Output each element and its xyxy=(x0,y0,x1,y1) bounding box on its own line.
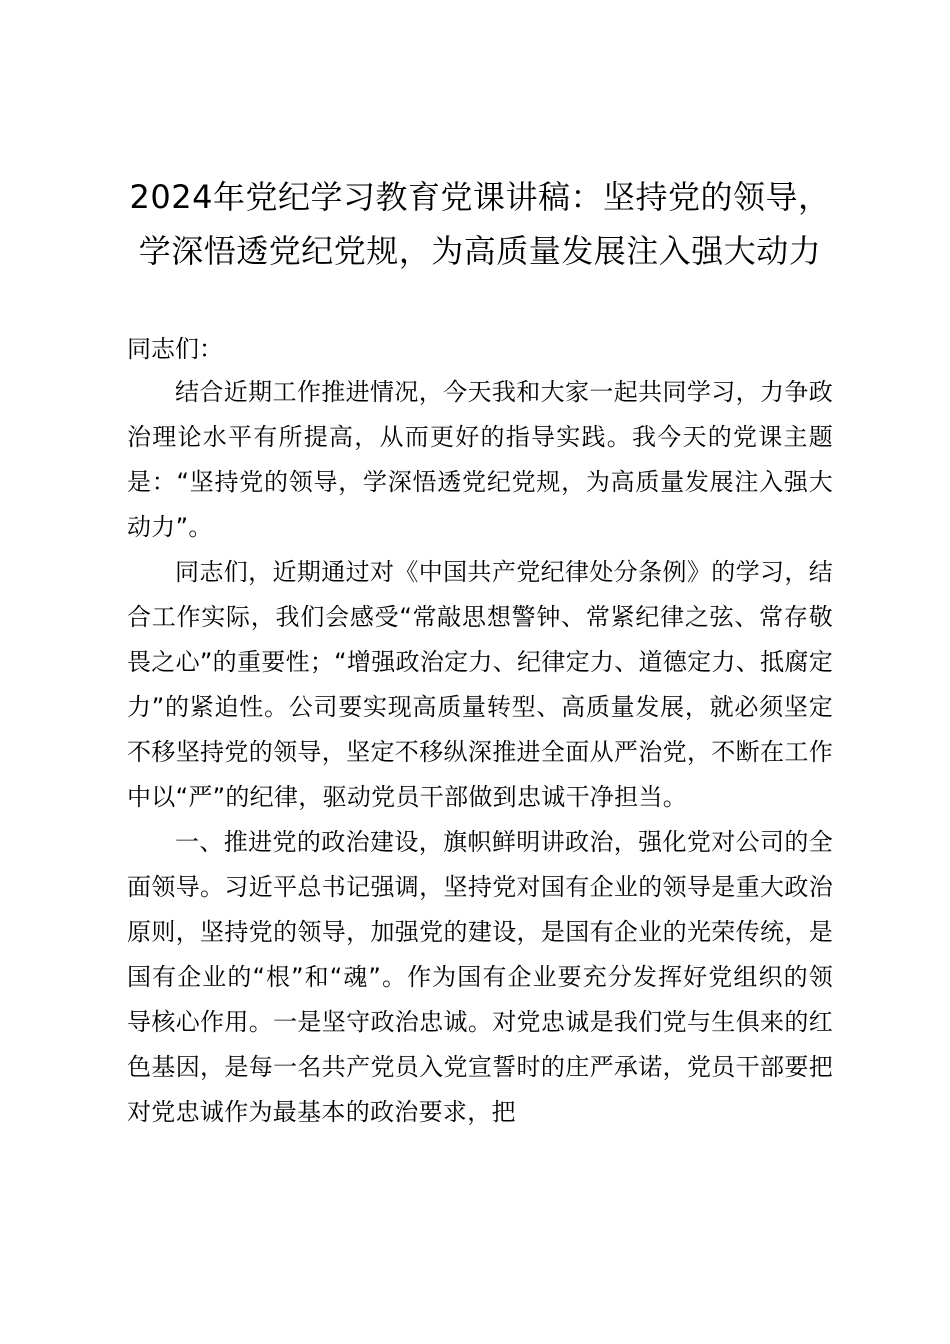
paragraph-political-construction: 一、推进党的政治建设，旗帜鲜明讲政治，强化党对公司的全面领导。习近平总书记强调，坚持党对国有企业的领导是重大政治原则，坚持党的领导，加强党的建设，是国有企业的光荣传统，是国有企业的“根”和“魂”。作为国有企业要充分发挥好党组织的领导核心作用。一是坚守政治忠诚。对党忠诚是我们党与生俱来的红色基因，是每一名共产党员入党宣誓时的庄严承诺，党员干部要把对党忠诚作为最基本的政治要求，把 xyxy=(127,828,833,1126)
document-body xyxy=(127,328,833,1135)
paragraph-intro: 结合近期工作推进情况，今天我和大家一起共同学习，力争政治理论水平有所提高，从而更好的指导实践。我今天的党课主题是：“坚持党的领导，学深悟透党纪党规，为高质量发展注入强大动力”。 xyxy=(127,378,833,541)
document-title: 2024年党纪学习教育党课讲稿：坚持党的领导，学深悟透党纪党规，为高质量发展注入强大动力 xyxy=(129,178,831,270)
paragraph-discipline-regulations: 同志们，近期通过对《中国共产党纪律处分条例》的学习，结合工作实际，我们会感受“常敲思想警钟、常紧纪律之弦、常存敬畏之心”的重要性；“增强政治定力、纪律定力、道德定力、抵腐定力”的紧迫性。公司要实现高质量转型、高质量发展，就必须坚定不移坚持党的领导，坚定不移纵深推进全面从严治党，不断在工作中以“严”的纪律，驱动党员干部做到忠诚干净担当。 xyxy=(127,558,833,811)
salutation: 同志们： xyxy=(127,335,223,363)
